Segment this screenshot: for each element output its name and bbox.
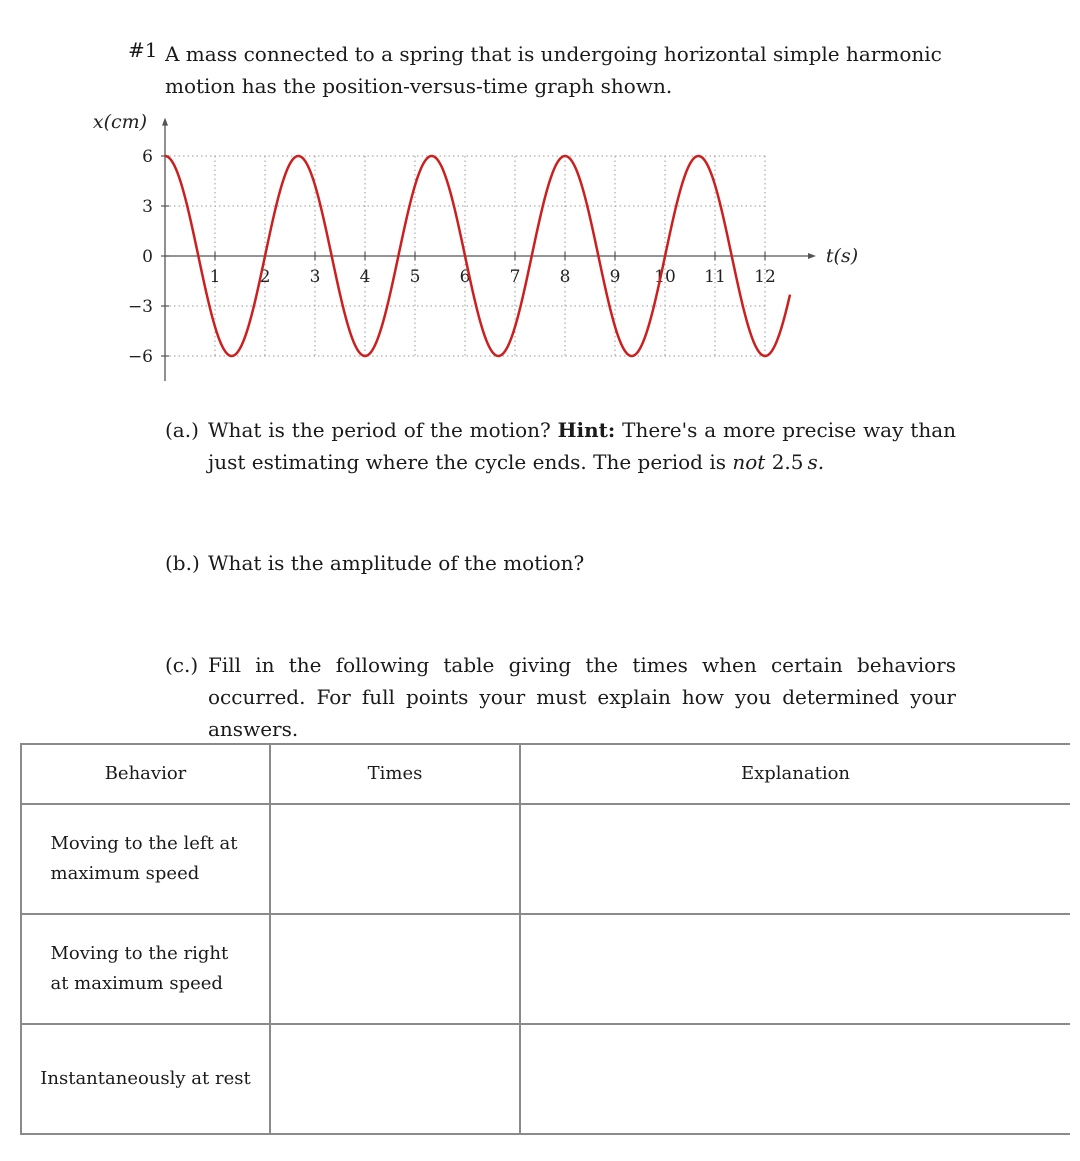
times-cell[interactable] xyxy=(270,1024,520,1134)
explanation-cell[interactable] xyxy=(520,914,1070,1024)
table-row xyxy=(21,1024,1070,1134)
y-tick-label: −3 xyxy=(127,297,153,317)
y-tick-label: 0 xyxy=(142,247,153,267)
times-cell[interactable] xyxy=(270,804,520,914)
behavior-cell: Moving to the right at maximum speed xyxy=(21,914,270,1024)
x-tick-label: 10 xyxy=(654,267,676,287)
y-tick-label: −6 xyxy=(127,347,153,367)
y-axis-label: x(cm) xyxy=(92,111,148,133)
problem-number: #1 xyxy=(128,38,158,62)
x-tick-label: 12 xyxy=(754,267,776,287)
question-b-text: What is the amplitude of the motion? xyxy=(208,551,585,575)
x-axis-arrow xyxy=(808,253,816,259)
question-c-text: Fill in the following table giving the times when certain behaviors occurred. For full points your must explain how you determined your answers. xyxy=(208,653,956,741)
x-tick-label: 4 xyxy=(359,267,371,287)
graph-ticks xyxy=(93,111,858,367)
y-axis-arrow xyxy=(162,118,168,126)
header-behavior: Behavior xyxy=(21,744,270,804)
header-explanation: Explanation xyxy=(520,744,1070,804)
x-tick-label: 11 xyxy=(704,267,726,287)
behavior-cell: Instantaneously at rest xyxy=(21,1024,270,1134)
times-cell[interactable] xyxy=(270,914,520,1024)
x-tick-label: 3 xyxy=(309,267,321,287)
table-row xyxy=(21,804,1070,914)
question-a-label: (a.) xyxy=(165,418,199,442)
explanation-cell[interactable] xyxy=(520,804,1070,914)
hint-label: Hint: xyxy=(557,418,616,442)
y-tick-label: 6 xyxy=(142,147,153,167)
behavior-table xyxy=(20,743,1070,1135)
x-tick-label: 9 xyxy=(609,267,621,287)
x-tick-label: 5 xyxy=(409,267,421,287)
question-a-text: What is the period of the motion? Hint: There's a more precise way than just estimating where the cycle ends. The period is not 2.5 s. xyxy=(208,418,956,474)
x-tick-label: 8 xyxy=(559,267,571,287)
table-row xyxy=(21,914,1070,1024)
table-header-row xyxy=(21,744,1070,804)
x-tick-label: 6 xyxy=(459,267,471,287)
question-c-label: (c.) xyxy=(165,653,199,677)
x-tick-label: 2 xyxy=(259,267,271,287)
problem-statement: A mass connected to a spring that is undergoing horizontal simple harmonic motion has the position-versus-time graph shown. xyxy=(165,42,942,98)
x-tick-label: 7 xyxy=(509,267,521,287)
y-tick-label: 3 xyxy=(142,197,153,217)
question-b-label: (b.) xyxy=(165,551,200,575)
position-time-graph xyxy=(0,100,860,390)
explanation-cell[interactable] xyxy=(520,1024,1070,1134)
header-times: Times xyxy=(270,744,520,804)
x-tick-label: 1 xyxy=(209,267,221,287)
x-axis-label: t(s) xyxy=(825,245,859,267)
behavior-cell: Moving to the left at maximum speed xyxy=(21,804,270,914)
graph-axes xyxy=(162,118,816,381)
